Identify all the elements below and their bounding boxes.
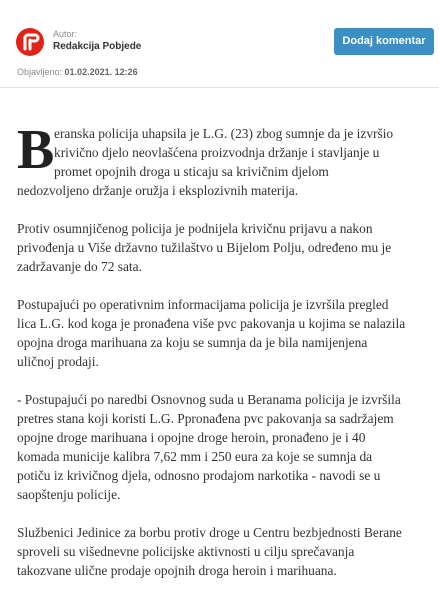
paragraph-line: lica L.G. kod koga je pronađena više pvc pakovanja u kojima se nalazila: [17, 316, 406, 331]
paragraph-line: potiču iz krivičnog djela, odnosno prodajom narkotika - navodi se u: [17, 468, 381, 483]
paragraph-line: uličnoj prodaji.: [17, 354, 99, 369]
paragraph-line: opojne droge marihuana i opojne droge heroin, pronađeno je i 40: [17, 430, 366, 445]
paragraph-line: pretres stana koji koristi L.G. Ppronađena pvc pakovanja sa sadržajem: [17, 411, 394, 426]
header-divider: [0, 87, 439, 88]
article-header: [0, 0, 439, 88]
paragraph-line: Protiv osumnjičenog policija je podnijela krivičnu prijavu a nakon: [17, 221, 373, 236]
paragraph-line: komada municije kalibra 7,62 mm i 250 eura za koje se sumnja da: [17, 449, 373, 464]
pobjeda-logo-icon: [16, 28, 44, 56]
paragraph-line: Službenici Jedinice za borbu protiv droge u Centru bezbjednosti Berane: [17, 525, 402, 540]
author-name[interactable]: Redakcija Pobjede: [53, 41, 142, 52]
article-paragraph-4: [17, 390, 437, 504]
article-body: [17, 119, 437, 599]
paragraph-line: nedozvoljeno držanje oružja i eksplozivnih materija.: [17, 183, 299, 198]
dropcap-letter: B: [17, 119, 55, 181]
paragraph-line: takozvane ulične prodaje opojnih droga heroin i marihuana.: [17, 563, 337, 578]
published-date: 01.02.2021. 12:26: [64, 67, 138, 77]
article-paragraph-3: [17, 295, 437, 371]
published-label: Objavljeno:: [17, 67, 63, 77]
paragraph-line: opojna droga marihuana za koju se sumnja da je bila namijenjena: [17, 335, 368, 350]
paragraph-line: saopštenju policije.: [17, 487, 121, 502]
article-paragraph-1: [17, 119, 437, 200]
paragraph-line: promet opojnih droga u sticaju sa krivičnim djelom: [54, 164, 329, 179]
article-paragraph-2: [17, 219, 437, 276]
paragraph-line: sproveli su višednevne policijske aktivnosti u cilju sprečavanja: [17, 544, 355, 559]
published-info: [17, 67, 138, 78]
paragraph-line: privođenja u Više državno tužilaštvo u Bijelom Polju, određeno mu je: [17, 240, 392, 255]
author-label: Autor:: [53, 29, 78, 39]
paragraph-line: zadržavanje do 72 sata.: [17, 259, 142, 274]
add-comment-button[interactable]: Dodaj komentar: [334, 28, 434, 55]
paragraph-line: - Postupajući po naredbi Osnovnog suda u Beranama policija je izvršila: [17, 392, 401, 407]
paragraph-line: krivično djelo neovlašćena proizvodnja držanje i stavljanje u: [54, 145, 380, 160]
article-paragraph-5: [17, 523, 437, 580]
paragraph-line: eranska policija uhapsila je L.G. (23) zbog sumnje da je izvršio: [54, 126, 394, 141]
paragraph-line: Postupajući po operativnim informacijama policija je izvršila pregled: [17, 297, 389, 312]
